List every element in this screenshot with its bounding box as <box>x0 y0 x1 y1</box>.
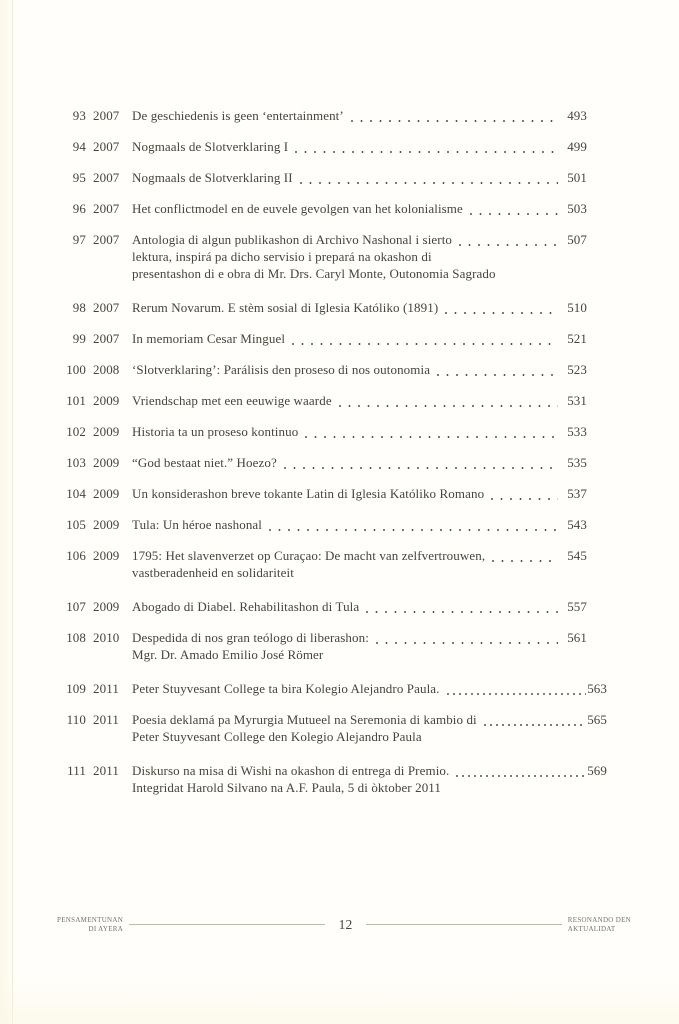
dot-leader <box>446 683 587 697</box>
entry-body <box>132 598 607 615</box>
entry-first-line <box>132 454 607 471</box>
entry-number: 110 <box>66 712 86 727</box>
dot-leader <box>375 632 558 646</box>
entry-first-line <box>132 392 607 409</box>
entry-year: 2010 <box>93 630 120 645</box>
entry-year: 2011 <box>93 681 119 696</box>
entry-number: 97 <box>72 232 86 247</box>
footer-right-title-line1: RESONANDO DEN <box>567 916 632 924</box>
entry-first-line <box>132 711 607 728</box>
entry-first-line <box>132 629 607 646</box>
entry-year: 2007 <box>93 170 120 185</box>
footer-left-title <box>57 916 123 933</box>
entry-first-line <box>132 107 607 124</box>
entry-first-line <box>132 680 607 697</box>
entry-year: 2009 <box>93 424 120 439</box>
entry-number: 101 <box>66 393 86 408</box>
entry-first-line <box>132 516 607 533</box>
entry-year: 2007 <box>93 108 120 123</box>
entry-page-number: 510 <box>567 300 587 315</box>
entry-body <box>132 485 607 502</box>
toc-entry <box>65 299 607 316</box>
entry-number: 96 <box>72 201 86 216</box>
dot-leader <box>490 488 558 502</box>
entry-first-line <box>132 231 607 248</box>
toc-entry <box>65 598 607 615</box>
footer-right-title <box>568 916 631 933</box>
entry-number: 95 <box>72 170 86 185</box>
entry-title: “God bestaat niet.” Hoezo? <box>132 455 277 470</box>
entry-year: 2011 <box>93 763 119 778</box>
toc-entry <box>65 392 607 409</box>
dot-leader <box>444 302 558 316</box>
entry-number: 103 <box>66 455 86 470</box>
entry-title: Vriendschap met een eeuwige waarde <box>132 393 332 408</box>
entry-page-number: 499 <box>567 139 587 154</box>
entry-year: 2008 <box>93 362 120 377</box>
toc-entry <box>65 231 607 282</box>
entry-year: 2011 <box>93 712 119 727</box>
entry-page-number: 565 <box>587 712 607 727</box>
entry-title: De geschiedenis is geen ‘entertainment’ <box>132 108 344 123</box>
dot-leader <box>458 234 558 248</box>
entry-number: 109 <box>66 681 86 696</box>
dot-leader <box>455 765 586 779</box>
entry-title: Diskurso na misa di Wishi na okashon di entrega di Premio. <box>132 763 450 778</box>
dot-leader <box>283 457 558 471</box>
entry-body <box>132 107 607 124</box>
entry-title-continuation: Integridat Harold Silvano na A.F. Paula, 5 di òktober 2011 <box>132 780 442 795</box>
entry-first-line <box>132 598 607 615</box>
entry-title: Un konsiderashon breve tokante Latin di Iglesia Katóliko Romano <box>132 486 485 501</box>
toc-entry <box>65 680 607 697</box>
toc-entry <box>65 762 607 796</box>
entry-year: 2007 <box>93 201 120 216</box>
entry-page-number: 563 <box>587 681 607 696</box>
entry-page-number: 569 <box>587 763 607 778</box>
dot-leader <box>469 203 558 217</box>
entry-body <box>132 361 607 378</box>
entry-title: Nogmaals de Slotverklaring I <box>132 139 289 154</box>
dot-leader <box>436 364 558 378</box>
entry-title: Rerum Novarum. E stèm sosial di Iglesia Katóliko (1891) <box>132 300 439 315</box>
entry-number: 107 <box>66 599 86 614</box>
entry-body <box>132 516 607 533</box>
toc-entry <box>65 107 607 124</box>
dot-leader <box>299 172 559 186</box>
entry-number: 99 <box>72 331 86 346</box>
entry-title: Poesia deklamá pa Myrurgia Mutueel na Seremonia di kambio di <box>132 712 477 727</box>
page-bottom-shadow <box>0 978 679 1024</box>
entry-page-number: 545 <box>567 548 587 563</box>
entry-year: 2009 <box>93 548 120 563</box>
toc-entry <box>65 629 607 663</box>
footer-rule-left <box>129 924 324 925</box>
entry-body <box>132 711 607 745</box>
entry-title: Tula: Un héroe nashonal <box>132 517 262 532</box>
entry-title-continuation: Mgr. Dr. Amado Emilio José Römer <box>132 647 324 662</box>
toc-entry <box>65 485 607 502</box>
entry-first-line <box>132 200 607 217</box>
entry-page-number: 503 <box>567 201 587 216</box>
entry-year: 2009 <box>93 486 120 501</box>
dot-leader <box>291 333 558 347</box>
entry-year: 2007 <box>93 232 120 247</box>
entry-title: 1795: Het slavenverzet op Curaçao: De macht van zelfvertrouwen, <box>132 548 486 563</box>
toc-entry <box>65 454 607 471</box>
entry-first-line <box>132 169 607 186</box>
entry-page-number: 561 <box>567 630 587 645</box>
entry-body <box>132 200 607 217</box>
footer-left-title-line1: PENSAMENTUNAN <box>57 916 124 924</box>
dot-leader <box>491 550 558 564</box>
entry-body <box>132 392 607 409</box>
entry-body <box>132 680 607 697</box>
entry-first-line <box>132 762 607 779</box>
entry-page-number: 501 <box>567 170 587 185</box>
entry-number: 104 <box>66 486 86 501</box>
entry-year: 2007 <box>93 331 120 346</box>
entry-body <box>132 169 607 186</box>
entry-page-number: 543 <box>567 517 587 532</box>
entry-first-line <box>132 330 607 347</box>
entry-page-number: 535 <box>567 455 587 470</box>
entry-number: 108 <box>66 630 86 645</box>
toc-entry <box>65 516 607 533</box>
dot-leader <box>268 519 558 533</box>
entry-title: Despedida di nos gran teólogo di liberashon: <box>132 630 369 645</box>
entry-title: Antologia di algun publikashon di Archivo Nashonal i sierto <box>132 232 453 247</box>
entry-title: Nogmaals de Slotverklaring II <box>132 170 293 185</box>
entry-year: 2007 <box>93 139 120 154</box>
entry-body <box>132 629 607 663</box>
entry-body <box>132 547 607 581</box>
entry-first-line <box>132 299 607 316</box>
toc-entry <box>65 169 607 186</box>
entry-page-number: 537 <box>567 486 587 501</box>
dot-leader <box>483 714 586 728</box>
entry-first-line <box>132 547 607 564</box>
table-of-contents <box>65 107 607 813</box>
entry-page-number: 507 <box>567 232 587 247</box>
entry-first-line <box>132 423 607 440</box>
entry-title: Het conflictmodel en de euvele gevolgen van het kolonialisme <box>132 201 463 216</box>
entry-first-line <box>132 361 607 378</box>
entry-page-number: 533 <box>567 424 587 439</box>
entry-body <box>132 762 607 796</box>
entry-number: 111 <box>67 763 86 778</box>
dot-leader <box>365 601 558 615</box>
footer-right-title-line2: AKTUALIDAT <box>567 924 616 933</box>
entry-page-number: 523 <box>567 362 587 377</box>
entry-first-line <box>132 485 607 502</box>
dot-leader <box>304 426 558 440</box>
entry-page-number: 493 <box>567 108 587 123</box>
footer-left-title-line2: DI AYERA <box>88 924 124 933</box>
entry-title: ‘Slotverklaring’: Parálisis den proseso di nos outonomia <box>132 362 431 377</box>
entry-number: 102 <box>66 424 86 439</box>
entry-first-line <box>132 138 607 155</box>
entry-title: Abogado di Diabel. Rehabilitashon di Tula <box>132 599 360 614</box>
entry-number: 105 <box>66 517 86 532</box>
entry-page-number: 521 <box>567 331 587 346</box>
entry-body <box>132 138 607 155</box>
entry-title: Historia ta un proseso kontinuo <box>132 424 299 439</box>
entry-number: 106 <box>66 548 86 563</box>
entry-title-continuation: vastberadenheid en solidariteit <box>132 565 294 580</box>
entry-title: Peter Stuyvesant College ta bira Kolegio Alejandro Paula. <box>132 681 440 696</box>
page-edge-shadow <box>0 0 13 1024</box>
entry-number: 98 <box>72 300 86 315</box>
entry-page-number: 557 <box>567 599 587 614</box>
entry-page-number: 531 <box>567 393 587 408</box>
entry-year: 2009 <box>93 517 120 532</box>
dot-leader <box>338 395 558 409</box>
entry-year: 2009 <box>93 455 120 470</box>
entry-title-continuation: lektura, inspirá pa dicho servisio i prepará na okashon di <box>132 249 432 264</box>
entry-body <box>132 231 607 282</box>
entry-number: 94 <box>72 139 86 154</box>
toc-entry <box>65 330 607 347</box>
entry-title-continuation: Peter Stuyvesant College den Kolegio Alejandro Paula <box>132 729 422 744</box>
entry-body <box>132 454 607 471</box>
toc-entry <box>65 711 607 745</box>
dot-leader <box>350 110 558 124</box>
toc-entry <box>65 138 607 155</box>
entry-year: 2007 <box>93 300 120 315</box>
toc-entry <box>65 200 607 217</box>
entry-year: 2009 <box>93 599 120 614</box>
toc-entry <box>65 361 607 378</box>
entry-body <box>132 423 607 440</box>
toc-entry <box>65 423 607 440</box>
dot-leader <box>294 141 558 155</box>
footer-rule-right <box>366 924 561 925</box>
entry-year: 2009 <box>93 393 120 408</box>
entry-body <box>132 330 607 347</box>
entry-number: 100 <box>66 362 86 377</box>
footer-page-number: 12 <box>338 917 353 932</box>
entry-body <box>132 299 607 316</box>
entry-title: In memoriam Cesar Minguel <box>132 331 286 346</box>
running-footer <box>57 916 631 933</box>
toc-entry <box>65 547 607 581</box>
entry-number: 93 <box>72 108 86 123</box>
entry-title-continuation: presentashon di e obra di Mr. Drs. Caryl Monte, Outonomia Sagrado <box>132 266 496 281</box>
